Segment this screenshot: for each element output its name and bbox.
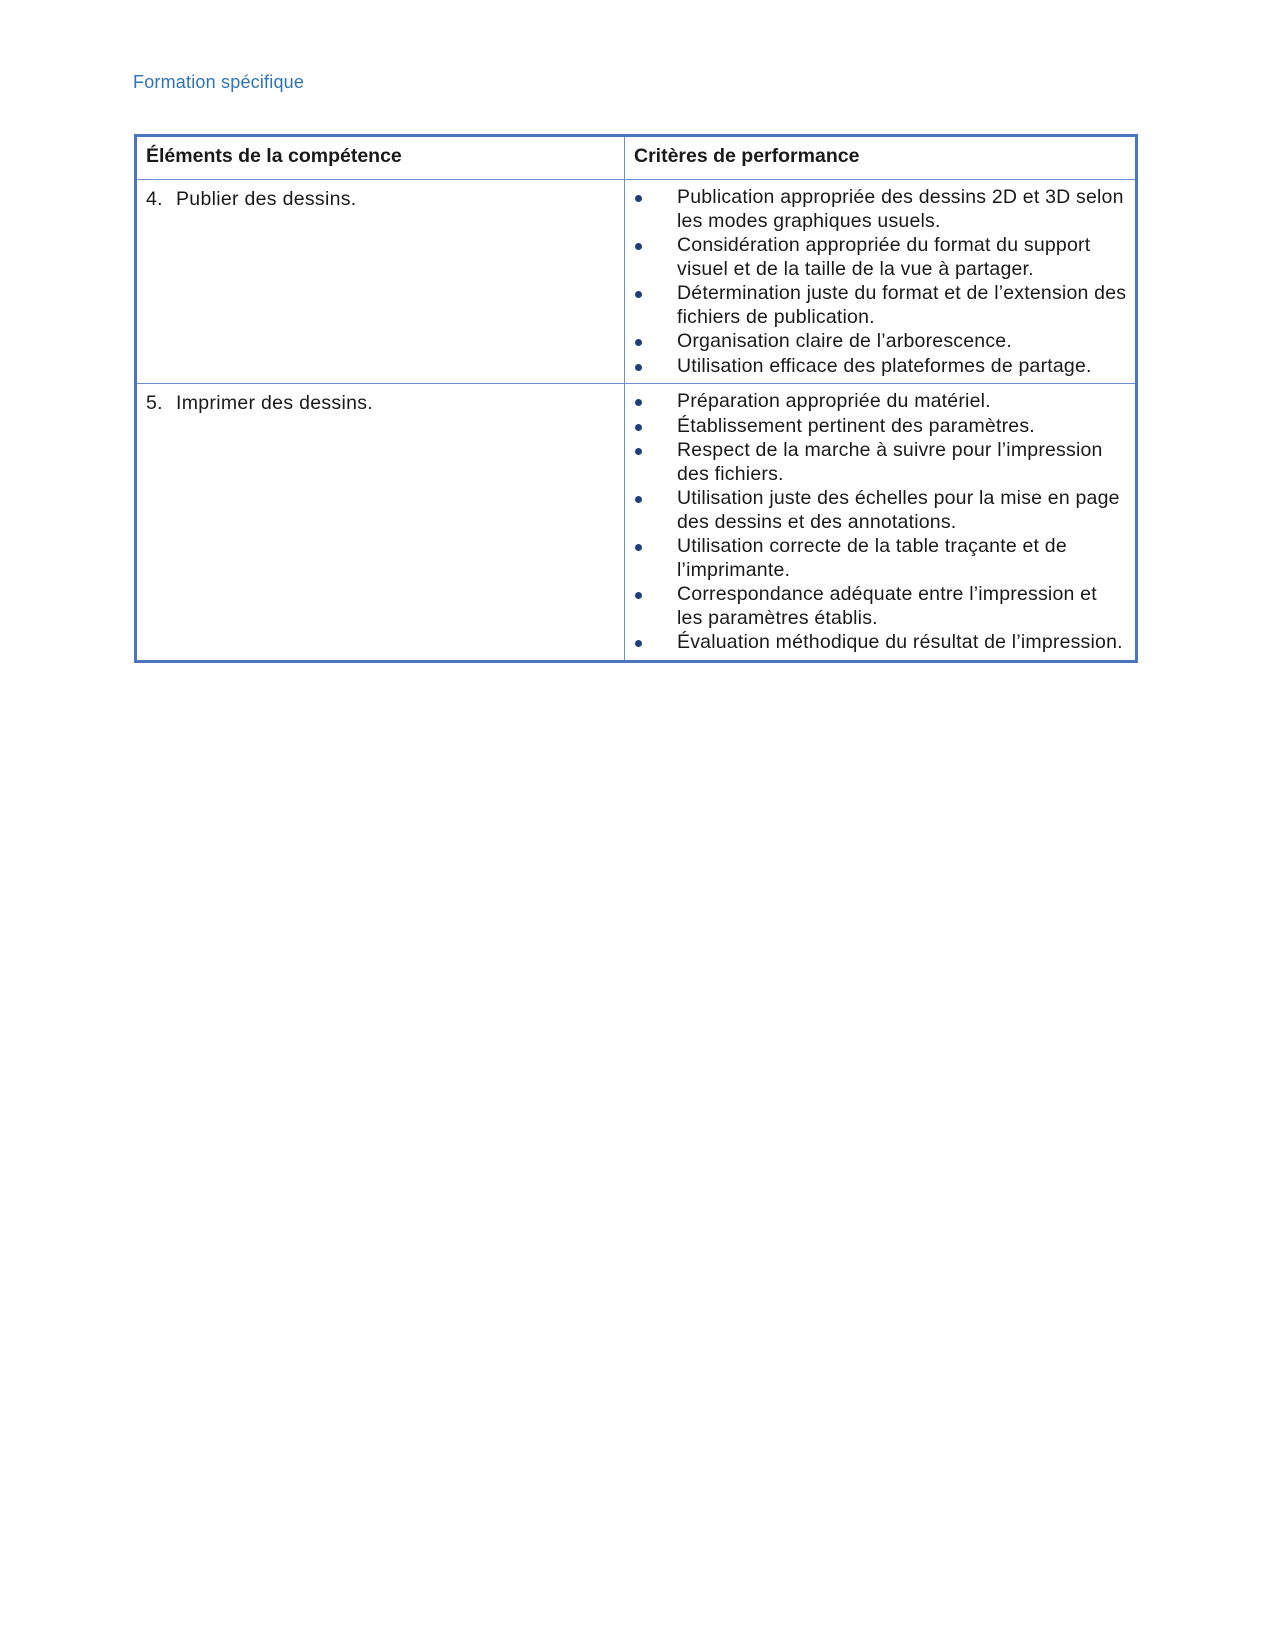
list-item: Utilisation correcte de la table traçante et de l’imprimante. (633, 535, 1127, 582)
bullet-icon (633, 186, 677, 209)
bullet-icon (633, 330, 677, 353)
criteria-cell (625, 180, 1137, 384)
bullet-icon (633, 487, 677, 510)
bullet-icon (633, 415, 677, 438)
header-elements: Éléments de la compétence (136, 136, 625, 180)
bullet-icon (633, 535, 677, 558)
element-cell (136, 180, 625, 384)
bullet-icon (633, 631, 677, 654)
competence-table (134, 134, 1138, 663)
element-text: Publier des dessins. (176, 188, 357, 210)
list-item: Utilisation efficace des plateformes de partage. (633, 355, 1127, 379)
bullet-icon (633, 583, 677, 606)
bullet-icon (633, 234, 677, 257)
list-item: Détermination juste du format et de l’extension des fichiers de publication. (633, 282, 1127, 329)
running-header: Formation spécifique (133, 72, 305, 92)
list-item: Respect de la marche à suivre pour l’impression des fichiers. (633, 439, 1127, 486)
list-item: Publication appropriée des dessins 2D et 3D selon les modes graphiques usuels. (633, 186, 1127, 233)
list-item: Organisation claire de l’arborescence. (633, 330, 1127, 354)
list-item: Établissement pertinent des paramètres. (633, 415, 1127, 439)
criteria-cell (625, 384, 1137, 662)
bullet-icon (633, 355, 677, 378)
element-number: 5. (146, 392, 163, 414)
bullet-icon (633, 439, 677, 462)
list-item: Évaluation méthodique du résultat de l’impression. (633, 631, 1127, 655)
list-item: Utilisation juste des échelles pour la mise en page des dessins et des annotations. (633, 487, 1127, 534)
list-item: Préparation appropriée du matériel. (633, 390, 1127, 414)
bullet-icon (633, 282, 677, 305)
criteria-list (633, 390, 1127, 655)
element-cell (136, 384, 625, 662)
element-text: Imprimer des dessins. (176, 392, 374, 414)
list-item: Correspondance adéquate entre l’impression et les paramètres établis. (633, 583, 1127, 630)
header-criteria: Critères de performance (625, 136, 1137, 180)
criteria-list (633, 186, 1127, 378)
list-item: Considération appropriée du format du support visuel et de la taille de la vue à partager. (633, 234, 1127, 281)
table-header-row (136, 136, 1137, 180)
bullet-icon (633, 390, 677, 413)
element-number: 4. (146, 188, 163, 210)
table-row (136, 180, 1137, 384)
table-row (136, 384, 1137, 662)
